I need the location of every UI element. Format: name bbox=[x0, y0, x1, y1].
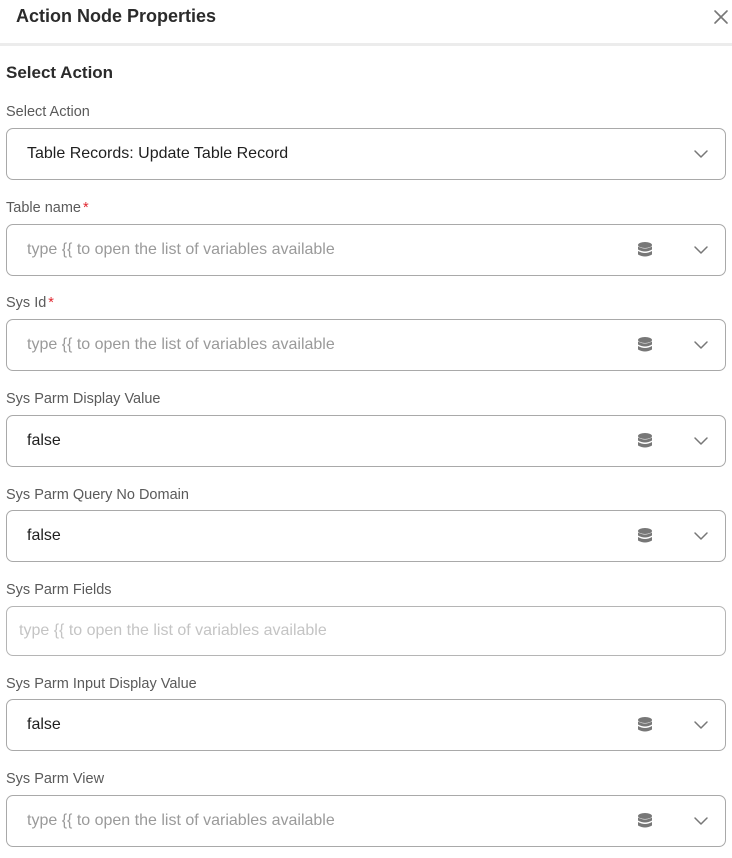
sys-parm-view-label bbox=[6, 771, 104, 787]
chevron-down-icon[interactable] bbox=[693, 149, 709, 159]
table-name-label bbox=[6, 200, 89, 216]
sys-parm-view-label-text: Sys Parm View bbox=[6, 771, 105, 787]
sys-parm-display-value-label-text: Sys Parm Display Value bbox=[6, 391, 161, 407]
sys-parm-query-no-domain-value: false bbox=[27, 527, 61, 544]
sys-parm-query-no-domain-field[interactable] bbox=[6, 510, 726, 562]
database-icon[interactable] bbox=[637, 432, 653, 450]
table-name-label-text: Table name bbox=[6, 200, 81, 216]
sys-id-field[interactable] bbox=[6, 319, 726, 371]
chevron-down-icon[interactable] bbox=[693, 245, 709, 255]
sys-parm-query-no-domain-label-text: Sys Parm Query No Domain bbox=[6, 487, 189, 503]
select-action-value: Table Records: Update Table Record bbox=[27, 145, 289, 162]
table-name-field[interactable] bbox=[6, 224, 726, 276]
chevron-down-icon[interactable] bbox=[693, 436, 709, 446]
database-icon[interactable] bbox=[637, 812, 653, 830]
select-action-dropdown[interactable] bbox=[6, 128, 726, 180]
select-action-label bbox=[6, 104, 90, 120]
sys-parm-input-display-value-field[interactable] bbox=[6, 699, 726, 751]
chevron-down-icon[interactable] bbox=[693, 531, 709, 541]
required-asterisk: * bbox=[82, 200, 89, 216]
sys-parm-query-no-domain-label bbox=[6, 487, 189, 503]
sys-parm-view-field[interactable] bbox=[6, 795, 726, 847]
sys-parm-view-placeholder: type {{ to open the list of variables available bbox=[27, 812, 335, 829]
sys-parm-fields-label bbox=[6, 582, 112, 598]
sys-parm-input-display-value-label-text: Sys Parm Input Display Value bbox=[6, 676, 197, 692]
database-icon[interactable] bbox=[637, 527, 653, 545]
database-icon[interactable] bbox=[637, 336, 653, 354]
database-icon[interactable] bbox=[637, 716, 653, 734]
chevron-down-icon[interactable] bbox=[693, 816, 709, 826]
sys-parm-display-value-label bbox=[6, 391, 160, 407]
required-asterisk: * bbox=[48, 295, 54, 311]
sys-parm-input-display-value-value: false bbox=[27, 716, 61, 733]
section-title: Select Action bbox=[6, 63, 114, 82]
table-name-placeholder: type {{ to open the list of variables available bbox=[27, 241, 335, 258]
sys-id-label-text: Sys Id bbox=[6, 295, 47, 311]
sys-parm-display-value-value: false bbox=[27, 432, 61, 449]
chevron-down-icon[interactable] bbox=[693, 340, 709, 350]
sys-id-placeholder: type {{ to open the list of variables available bbox=[27, 336, 335, 353]
sys-parm-fields-input[interactable] bbox=[6, 606, 726, 656]
close-icon[interactable] bbox=[710, 6, 732, 28]
sys-parm-input-display-value-label bbox=[6, 676, 197, 692]
sys-parm-fields-label-text: Sys Parm Fields bbox=[6, 582, 112, 598]
sys-id-label bbox=[6, 295, 54, 311]
database-icon[interactable] bbox=[637, 241, 653, 259]
panel-title: Action Node Properties bbox=[16, 6, 217, 26]
select-action-label-text: Select Action bbox=[6, 104, 90, 120]
sys-parm-fields-placeholder: type {{ to open the list of variables available bbox=[19, 622, 327, 639]
chevron-down-icon[interactable] bbox=[693, 720, 709, 730]
panel-header bbox=[0, 0, 732, 46]
sys-parm-display-value-field[interactable] bbox=[6, 415, 726, 467]
